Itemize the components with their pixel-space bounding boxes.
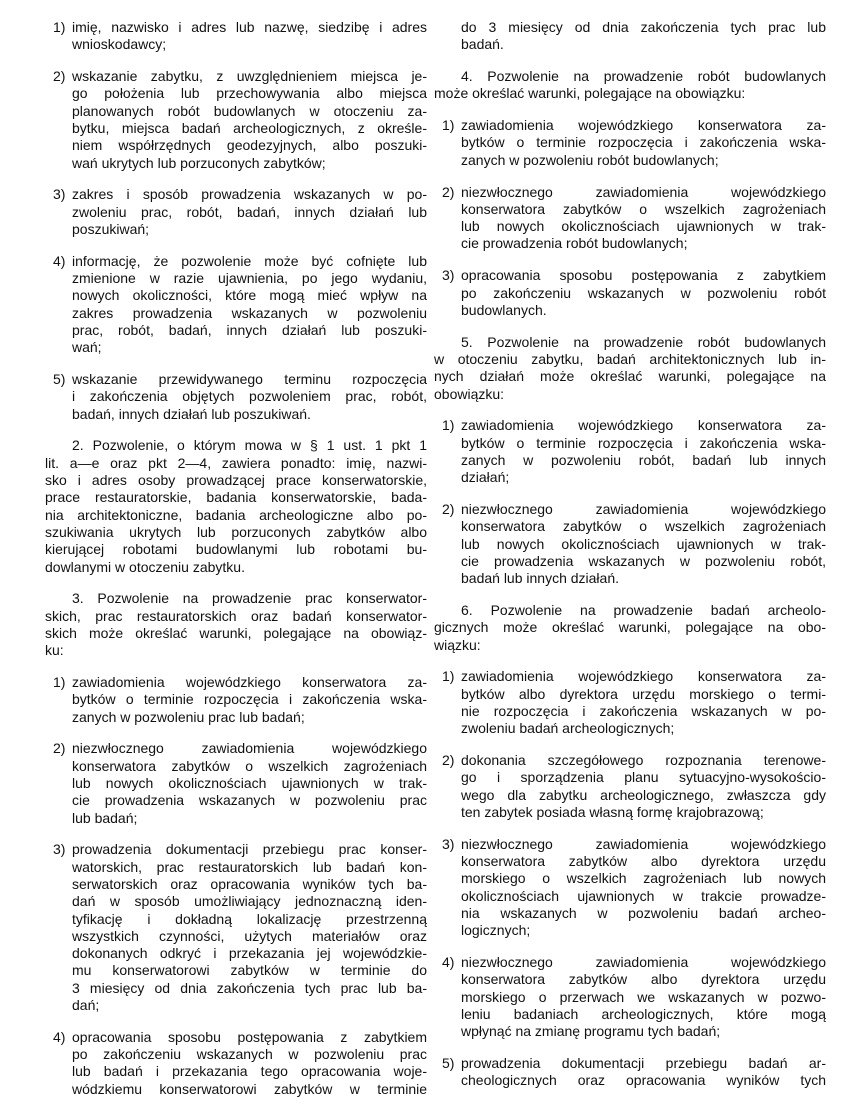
paragraph-continuation xyxy=(434,19,826,54)
text-line: dowlanymi w otoczeniu zabytku. xyxy=(45,558,245,575)
text-line: dokonanych odkryć i przekazania jej wojewódzkie- xyxy=(72,945,427,962)
list-item xyxy=(45,68,427,172)
text-line: niezwłocznego zawiadomienia wojewódzkiego xyxy=(461,835,826,852)
list-item-number: 2) xyxy=(442,501,455,518)
text-line: konserwatora zabytków o wszelkich zagrożeniach xyxy=(461,200,826,217)
text-line: watorskich, prac restauratorskich lub badań kon- xyxy=(72,858,427,875)
text-line: tyfikację i dokładną lokalizację przestrzenną xyxy=(72,910,427,927)
text-line: lub nowych okolicznościach ujawnionych w trak- xyxy=(461,218,826,235)
text-line: zwoleniu badań archeologicznych; xyxy=(461,720,675,737)
text-line: dań; xyxy=(72,997,100,1014)
text-line: leniu badaniach archeologicznych, które mogą xyxy=(461,1005,826,1022)
text-line: prowadzenia dokumentacji przebiegu badań ar- xyxy=(461,1055,826,1072)
text-line: bytków o terminie rozpoczęcia i zakończenia wska- xyxy=(461,434,826,451)
text-line: 6. Pozwolenie na prowadzenie badań archeolo- xyxy=(461,602,826,619)
list-item xyxy=(45,186,427,238)
text-line: badań lub innych działań. xyxy=(461,570,620,587)
text-line: zmienione w razie ujawnienia, po jego wydaniu, xyxy=(72,270,427,287)
text-line: zawiadomienia wojewódzkiego konserwatora za- xyxy=(72,674,427,690)
text-line: cheologicznych oraz opracowania wyników tych xyxy=(461,1072,826,1089)
text-line: wnioskodawcy; xyxy=(72,36,167,53)
list-item-number: 3) xyxy=(442,835,455,852)
text-line: dań w sposób umożliwiający jednoznaczną iden- xyxy=(72,893,427,910)
text-line: i zakończenia objętych pozwoleniem prac, robót, xyxy=(72,388,427,405)
text-line: niezwłocznego zawiadomienia wojewódzkiego xyxy=(72,740,427,757)
text-line: serwatorskich oraz opracowania wyników tych ba- xyxy=(72,875,427,892)
text-line: sko i adres osoby prowadzącej prace konserwatorskie, xyxy=(45,472,427,489)
text-line: lit. a—e oraz pkt 2—4, zawiera ponadto: imię, nazwi- xyxy=(45,454,427,471)
list-item-number: 1) xyxy=(442,417,455,434)
text-line: morskiego o przerwach we wskazanych w pozwo- xyxy=(461,988,826,1005)
text-line: obowiązku: xyxy=(434,385,505,402)
text-line: 5. Pozwolenie na prowadzenie robót budowlanych xyxy=(461,333,826,350)
text-line: szukiwania ukrytych lub porzuconych zabytków albo xyxy=(45,523,427,540)
text-line: skich, prac restauratorskich oraz badań konserwator- xyxy=(45,607,427,624)
text-line: zanych w pozwoleniu robót budowlanych; xyxy=(461,151,719,168)
text-line: niem współrzędnych geodezyjnych, albo poszuki- xyxy=(72,137,427,154)
list-item-number: 5) xyxy=(442,1055,455,1072)
list-item-number: 5) xyxy=(53,371,66,388)
text-line: prace restauratorskie, badania konserwatorskie, bada- xyxy=(45,489,427,506)
text-line: zawiadomienia wojewódzkiego konserwatora za- xyxy=(461,668,826,685)
list-item-number: 2) xyxy=(53,740,66,757)
list-item xyxy=(45,740,427,826)
text-line: opracowania sposobu postępowania z zabytkiem xyxy=(72,1028,427,1045)
text-line: wań; xyxy=(72,339,102,356)
text-line: nia wskazanych w pozwoleniu badań archeo- xyxy=(461,904,826,921)
list-item-number: 2) xyxy=(53,68,66,85)
text-line: opracowania sposobu postępowania z zabytkiem xyxy=(461,267,826,284)
text-line: bytków o terminie rozpoczęcia i zakończenia wska- xyxy=(72,691,427,708)
text-line: 3 miesięcy od dnia zakończenia tych prac lub ba- xyxy=(72,979,427,996)
text-line: 3. Pozwolenie na prowadzenie prac konserwator- xyxy=(72,590,427,607)
text-line: wiązku: xyxy=(434,636,481,653)
text-line: po zakończeniu wskazanych w pozwoleniu robót xyxy=(461,284,826,301)
text-line: gicznych może określać warunki, polegające na obo- xyxy=(434,619,826,636)
text-line: go i sporządzenia planu sytuacyjno-wysokościo- xyxy=(461,769,826,786)
text-line: ten zabytek posiada własną formę krajobrazową; xyxy=(461,803,764,820)
list-item xyxy=(45,253,427,357)
text-line: działań; xyxy=(461,469,510,486)
list-item xyxy=(45,841,427,1014)
text-line: konserwatora zabytków o wszelkich zagrożeniach xyxy=(461,518,826,535)
text-line: wódzkiemu konserwatorowi zabytków w terminie xyxy=(72,1080,427,1097)
text-line: wszystkich czynności, użytych materiałów oraz xyxy=(72,927,427,944)
list-item-number: 1) xyxy=(53,674,66,690)
text-line: konserwatora zabytków albo dyrektora urzędu xyxy=(461,853,826,870)
list-item-number: 2) xyxy=(442,752,455,769)
text-line: po zakończeniu wskazanych w pozwoleniu prac xyxy=(72,1046,427,1063)
list-item xyxy=(45,19,427,54)
list-item-number: 3) xyxy=(53,186,66,203)
paragraph xyxy=(434,334,826,403)
text-line: logicznych; xyxy=(461,922,531,939)
text-line: badań, innych działań lub poszukiwań. xyxy=(72,405,311,422)
paragraph xyxy=(45,590,427,659)
text-line: nia architektoniczne, badania archeologiczne albo po- xyxy=(45,506,427,523)
list-item xyxy=(434,752,826,821)
text-line: lub badań; xyxy=(72,809,138,826)
text-line: lub badań i przekazania tego opracowania woje- xyxy=(72,1063,427,1080)
list-item-number: 4) xyxy=(442,954,455,971)
text-line: kierującej robotami budowlanymi lub robotami bu- xyxy=(45,541,427,558)
list-item xyxy=(434,954,826,1040)
list-item xyxy=(434,117,826,169)
text-line: wskazanie przewidywanego terminu rozpoczęcia xyxy=(72,371,427,388)
text-line: zawiadomienia wojewódzkiego konserwatora za- xyxy=(461,117,826,134)
text-line: zwoleniu prac, robót, badań, innych działań lub xyxy=(72,203,427,220)
list-item xyxy=(45,674,427,726)
list-item-number: 3) xyxy=(442,267,455,284)
text-line: wskazanie zabytku, z uwzględnieniem miejsca je- xyxy=(72,68,427,85)
list-item-number: 2) xyxy=(442,183,455,200)
list-item-number: 4) xyxy=(53,252,66,269)
list-item-number: 4) xyxy=(53,1028,66,1045)
text-line: prac, robót, badań, innych działań lub poszuki- xyxy=(72,321,427,338)
text-line: skich może określać warunki, polegające na obowiąz- xyxy=(45,624,427,641)
text-line: imię, nazwisko i adres lub nazwę, siedzibę i adres xyxy=(72,19,427,35)
text-line: dokonania szczegółowego rozpoznania terenowe- xyxy=(461,752,826,769)
paragraph xyxy=(434,68,826,103)
text-line: lub nowych okolicznościach ujawnionych w trak- xyxy=(72,774,427,791)
text-line: nie rozpoczęcia i zakończenia wskazanych w po- xyxy=(461,703,826,719)
text-line: poszukiwań; xyxy=(72,220,150,237)
text-line: cie prowadzenia wskazanych w pozwoleniu robót, xyxy=(461,552,826,569)
list-item xyxy=(434,267,826,319)
text-line: nowych okoliczności, które mogą mieć wpływ na xyxy=(72,287,427,304)
list-item-number: 3) xyxy=(53,841,66,858)
list-item xyxy=(434,836,826,940)
text-line: konserwatora zabytków albo dyrektora urzędu xyxy=(461,971,826,988)
text-line: go położenia lub przechowywania albo miejsca xyxy=(72,85,427,102)
text-line: do 3 miesięcy od dnia zakończenia tych prac lub xyxy=(461,19,826,35)
text-line: konserwatora zabytków o wszelkich zagrożeniach xyxy=(72,757,427,774)
text-line: 2. Pozwolenie, o którym mowa w § 1 ust. 1 pkt 1 xyxy=(72,437,427,454)
text-line: okolicznościach ujawnionych w trakcie prowadze- xyxy=(461,887,826,904)
text-line: bytków o terminie rozpoczęcia i zakończenia wska- xyxy=(461,134,826,151)
text-line: wpłynąć na zmianę programu tych badań; xyxy=(461,1023,721,1040)
text-line: bytków albo dyrektora urzędu morskiego o termi- xyxy=(461,685,826,702)
text-line: niezwłocznego zawiadomienia wojewódzkiego xyxy=(461,954,826,971)
text-line: 4. Pozwolenie na prowadzenie robót budowlanych xyxy=(461,68,826,85)
text-line: może określać warunki, polegające na obowiązku: xyxy=(434,85,746,102)
text-line: zakres i sposób prowadzenia wskazanych w po- xyxy=(72,186,427,203)
text-line: niezwłocznego zawiadomienia wojewódzkiego xyxy=(461,501,826,518)
text-line: cie prowadzenia robót budowlanych; xyxy=(461,235,688,252)
text-line: niezwłocznego zawiadomienia wojewódzkiego xyxy=(461,183,826,200)
text-line: w otoczeniu zabytku, badań architektonicznych lub in- xyxy=(434,350,826,367)
text-line: nych działań może określać warunki, polegające na xyxy=(434,368,826,385)
text-line: zanych w pozwoleniu robót, badań lub innych xyxy=(461,451,826,468)
text-line: lub nowych okolicznościach ujawnionych w trak- xyxy=(461,535,826,552)
list-item xyxy=(434,668,826,737)
text-line: informację, że pozwolenie może być cofnięte lub xyxy=(72,252,427,269)
text-line: planowanych robót budowlanych w otoczeniu za- xyxy=(72,102,427,119)
text-line: wego dla zabytku archeologicznego, zwłaszcza gdy xyxy=(461,786,826,803)
text-line: bytku, miejsca badań archeologicznych, z określe- xyxy=(72,119,427,136)
list-item xyxy=(434,501,826,587)
list-item xyxy=(45,1029,427,1098)
list-item xyxy=(45,371,427,423)
paragraph xyxy=(434,602,826,654)
list-item-number: 1) xyxy=(53,19,66,35)
list-item-number: 1) xyxy=(442,668,455,685)
text-line: ku: xyxy=(45,642,64,659)
text-line: badań. xyxy=(461,36,504,53)
list-item xyxy=(434,1055,826,1090)
text-line: mu konserwatorowi zabytków w terminie do xyxy=(72,962,427,979)
text-line: budowlanych. xyxy=(461,301,547,318)
text-line: zawiadomienia wojewódzkiego konserwatora za- xyxy=(461,417,826,434)
left-column xyxy=(45,19,427,1113)
text-line: zanych w pozwoleniu prac lub badań; xyxy=(72,708,305,725)
right-column xyxy=(434,19,826,1104)
text-line: prowadzenia dokumentacji przebiegu prac konser- xyxy=(72,841,427,858)
text-line: cie prowadzenia wskazanych w pozwoleniu prac xyxy=(72,792,427,809)
list-item xyxy=(434,417,826,486)
list-item xyxy=(434,184,826,253)
text-line: morskiego o wszelkich zagrożeniach lub nowych xyxy=(461,870,826,887)
text-line: zakres prowadzenia wskazanych w pozwoleniu xyxy=(72,304,427,321)
text-line: wań ukrytych lub porzuconych zabytków; xyxy=(72,154,326,171)
paragraph xyxy=(45,437,427,575)
list-item-number: 1) xyxy=(442,117,455,134)
